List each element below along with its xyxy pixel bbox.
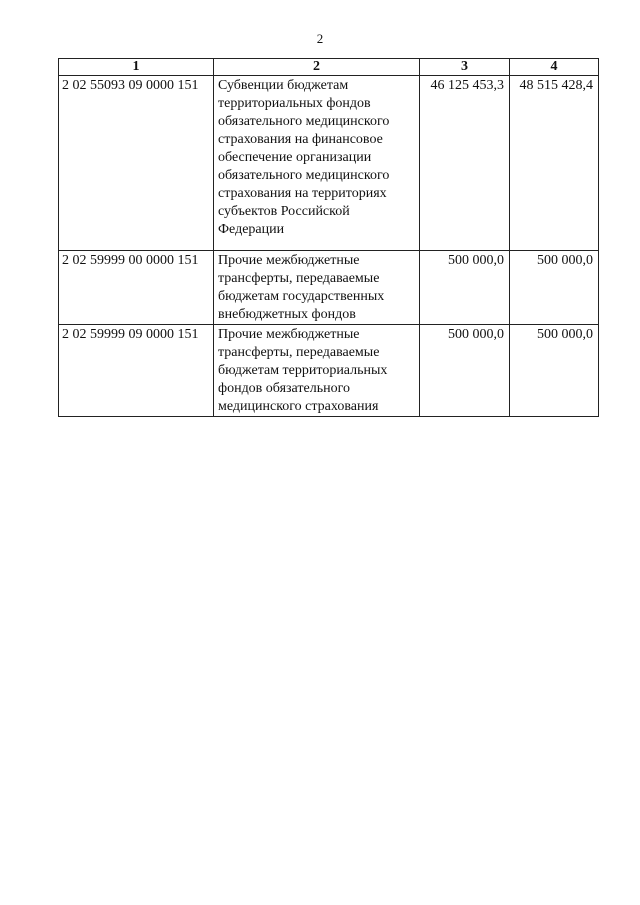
description-cell: Прочие межбюджетные трансферты, передаваемые бюджетам государственных внебюджетных фондов <box>214 251 420 325</box>
page-number: 2 <box>316 31 324 46</box>
column-header-1: 1 <box>59 59 214 76</box>
budget-code-cell: 2 02 59999 00 0000 151 <box>59 251 214 325</box>
description-cell: Прочие межбюджетные трансферты, передаваемые бюджетам территориальных фондов обязательного медицинского страхования <box>214 325 420 417</box>
description-cell: Субвенции бюджетам территориальных фондов обязательного медицинского страхования на финансовое обеспечение организации обязательного медицинского страхования на территориях субъектов Российской Федерации <box>214 76 420 251</box>
budget-table <box>58 58 599 417</box>
budget-code-cell: 2 02 59999 09 0000 151 <box>59 325 214 417</box>
table-row <box>59 251 599 325</box>
column-4-value-cell: 48 515 428,4 <box>510 76 599 251</box>
column-header-3: 3 <box>420 59 510 76</box>
column-3-value-cell: 46 125 453,3 <box>420 76 510 251</box>
column-header-4: 4 <box>510 59 599 76</box>
table-row <box>59 325 599 417</box>
table-header-row <box>59 59 599 76</box>
column-4-value-cell: 500 000,0 <box>510 251 599 325</box>
column-4-value-cell: 500 000,0 <box>510 325 599 417</box>
column-3-value-cell: 500 000,0 <box>420 325 510 417</box>
column-header-2: 2 <box>214 59 420 76</box>
budget-code-cell: 2 02 55093 09 0000 151 <box>59 76 214 251</box>
table-row <box>59 76 599 251</box>
column-3-value-cell: 500 000,0 <box>420 251 510 325</box>
